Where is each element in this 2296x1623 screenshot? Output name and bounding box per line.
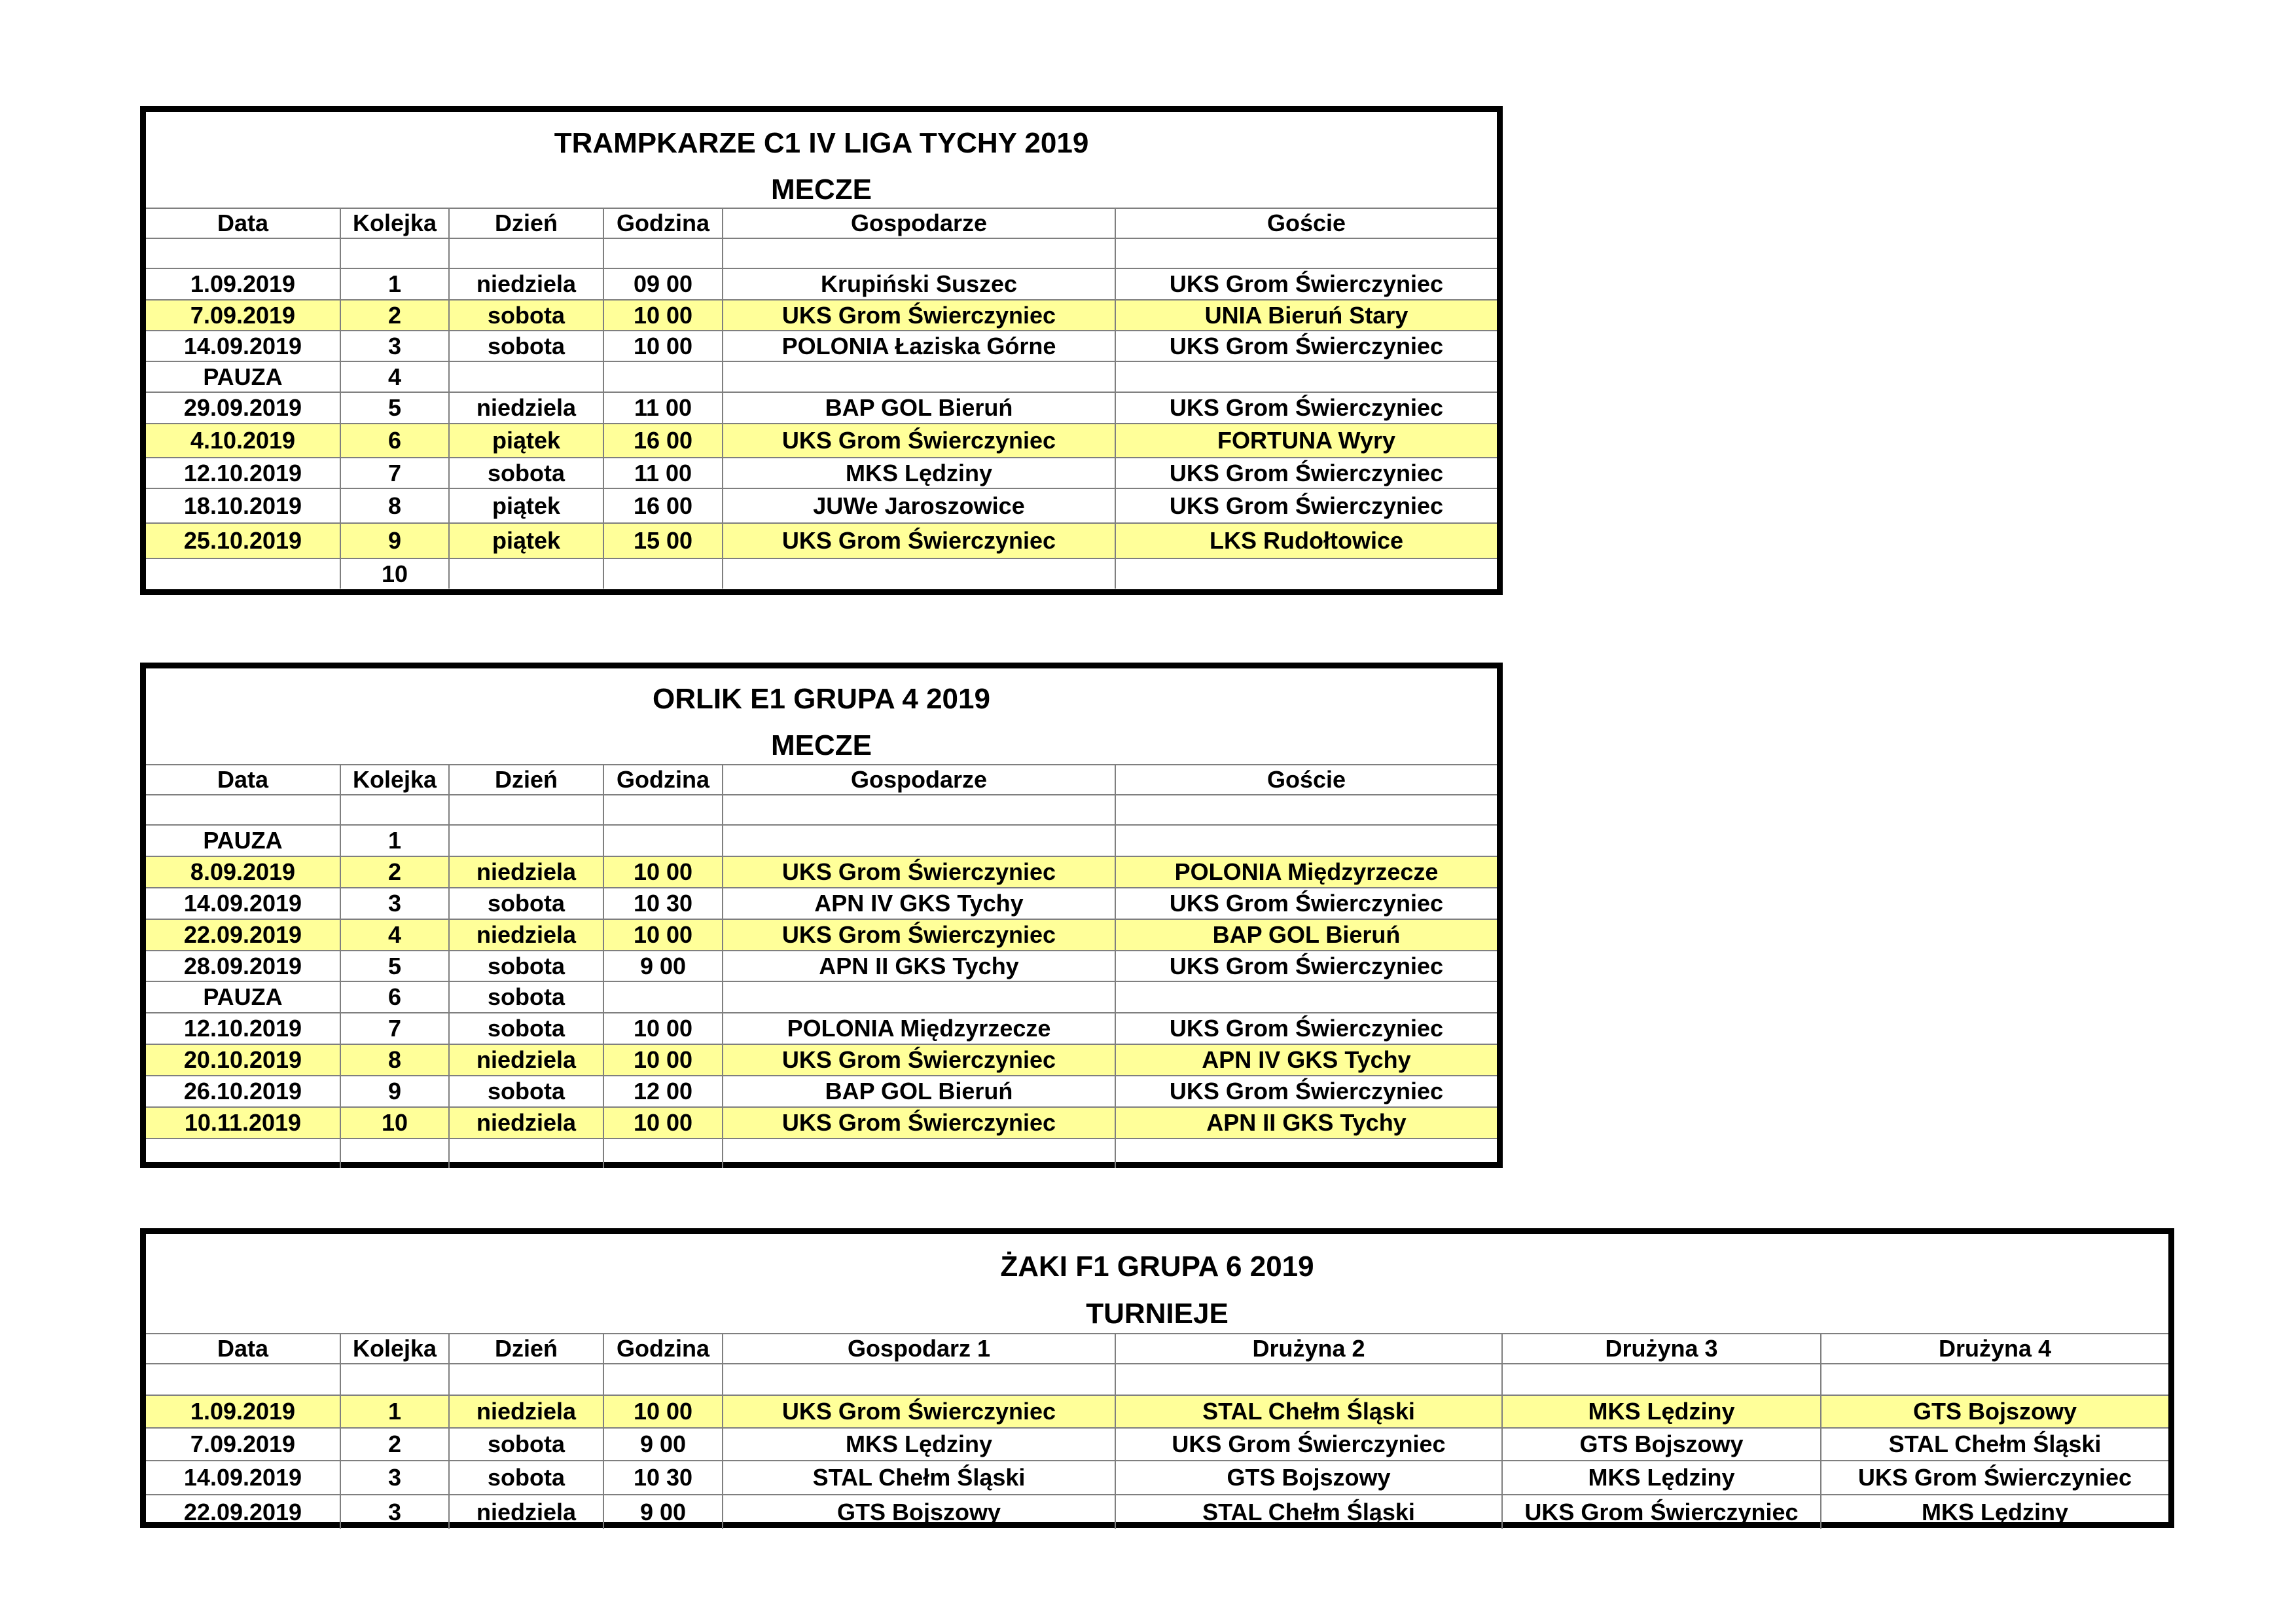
table-cell (340, 238, 449, 268)
table-cell: 1.09.2019 (146, 1395, 340, 1428)
table-cell: 9 00 (603, 1428, 723, 1461)
table-cell (723, 795, 1115, 825)
table-cell: MKS Lędziny (1502, 1461, 1821, 1495)
table-cell (146, 1364, 340, 1395)
table-cell (146, 795, 340, 825)
table-cell: niedziela (449, 268, 603, 300)
table-cell: PAUZA (146, 825, 340, 856)
table-cell (603, 1364, 723, 1395)
table-row (146, 1013, 1497, 1044)
table-cell: 10 00 (603, 1395, 723, 1428)
table-cell (603, 795, 723, 825)
table-cell: 7.09.2019 (146, 1428, 340, 1461)
table-cell: 18.10.2019 (146, 488, 340, 523)
table-row (146, 919, 1497, 951)
table-cell (723, 1139, 1115, 1168)
column-header: Dzień (449, 765, 603, 795)
table-cell: GTS Bojszowy (723, 1495, 1115, 1529)
column-header: Kolejka (340, 765, 449, 795)
table-cell: 3 (340, 888, 449, 919)
table-cell: 1 (340, 1395, 449, 1428)
table-cell: sobota (449, 981, 603, 1013)
table-cell: LKS Rudołtowice (1115, 523, 1497, 558)
table-cell: piątek (449, 523, 603, 558)
table-cell: UKS Grom Świerczyniec (1115, 488, 1497, 523)
table-cell: niedziela (449, 1495, 603, 1529)
table-row (146, 1428, 2168, 1461)
table-cell: UKS Grom Świerczyniec (723, 1107, 1115, 1139)
column-header: Data (146, 208, 340, 238)
table-cell: 22.09.2019 (146, 1495, 340, 1529)
table-cell: 15 00 (603, 523, 723, 558)
table-row (146, 1107, 1497, 1139)
schedule-table (146, 208, 1497, 589)
column-header: Dzień (449, 1334, 603, 1364)
table-cell: 5 (340, 951, 449, 981)
table-cell: BAP GOL Bieruń (723, 392, 1115, 424)
tournament-table (146, 1333, 2168, 1529)
table-cell (603, 361, 723, 392)
table-row (146, 300, 1497, 331)
table-row (146, 1076, 1497, 1107)
table-row (146, 951, 1497, 981)
table-cell: 7.09.2019 (146, 300, 340, 331)
table-cell: 6 (340, 981, 449, 1013)
table-cell (603, 825, 723, 856)
table-cell: 10.11.2019 (146, 1107, 340, 1139)
table-row (146, 1139, 1497, 1168)
table-cell: 10 00 (603, 300, 723, 331)
table-cell: JUWe Jaroszowice (723, 488, 1115, 523)
table-cell (449, 825, 603, 856)
table-row (146, 523, 1497, 558)
table-cell (1821, 1364, 2168, 1395)
table-cell: STAL Chełm Śląski (723, 1461, 1115, 1495)
table-row (146, 795, 1497, 825)
table-cell: APN II GKS Tychy (1115, 1107, 1497, 1139)
table-cell: 10 30 (603, 1461, 723, 1495)
table-cell: STAL Chełm Śląski (1821, 1428, 2168, 1461)
table-cell: UKS Grom Świerczyniec (1115, 331, 1497, 361)
table-cell: 1.09.2019 (146, 268, 340, 300)
table-cell (1115, 1364, 1502, 1395)
table-cell (603, 1139, 723, 1168)
header-row (146, 765, 1497, 795)
table-cell: GTS Bojszowy (1821, 1395, 2168, 1428)
table-cell (449, 361, 603, 392)
table-cell: sobota (449, 1013, 603, 1044)
table-cell: 10 (340, 558, 449, 589)
table-cell: 26.10.2019 (146, 1076, 340, 1107)
table-cell: GTS Bojszowy (1115, 1461, 1502, 1495)
table-cell: POLONIA Łaziska Górne (723, 331, 1115, 361)
table-cell: 10 00 (603, 1107, 723, 1139)
table-row (146, 558, 1497, 589)
table-cell: 29.09.2019 (146, 392, 340, 424)
table-subtitle: MECZE (771, 173, 872, 206)
table-cell: MKS Lędziny (1502, 1395, 1821, 1428)
table-cell (449, 795, 603, 825)
table-cell (1115, 238, 1497, 268)
table-cell: 12.10.2019 (146, 1013, 340, 1044)
table-cell: POLONIA Międzyrzecze (1115, 856, 1497, 888)
table-cell (723, 361, 1115, 392)
table-cell: MKS Lędziny (723, 1428, 1115, 1461)
table-cell: 6 (340, 424, 449, 458)
table-cell (1115, 558, 1497, 589)
table-cell: FORTUNA Wyry (1115, 424, 1497, 458)
table-cell: 7 (340, 1013, 449, 1044)
table-cell: sobota (449, 300, 603, 331)
table-cell: APN IV GKS Tychy (1115, 1044, 1497, 1076)
table-cell: niedziela (449, 1044, 603, 1076)
table-cell: 10 30 (603, 888, 723, 919)
table-cell: UKS Grom Świerczyniec (1502, 1495, 1821, 1529)
table-row (146, 458, 1497, 488)
table-title: ORLIK E1 GRUPA 4 2019 (653, 683, 990, 715)
column-header: Godzina (603, 1334, 723, 1364)
table-cell (449, 238, 603, 268)
table-cell: UKS Grom Świerczyniec (723, 1044, 1115, 1076)
table-row (146, 392, 1497, 424)
table-cell: UKS Grom Świerczyniec (723, 523, 1115, 558)
column-header: Data (146, 1334, 340, 1364)
table-cell: 10 00 (603, 1044, 723, 1076)
table-cell: sobota (449, 951, 603, 981)
table-row (146, 424, 1497, 458)
table-cell (603, 981, 723, 1013)
table-cell (723, 981, 1115, 1013)
table-cell: 9 (340, 523, 449, 558)
table-cell: APN II GKS Tychy (723, 951, 1115, 981)
table-cell: 12 00 (603, 1076, 723, 1107)
table-cell (1115, 361, 1497, 392)
table-cell (723, 1364, 1115, 1395)
table-cell: UKS Grom Świerczyniec (1115, 1076, 1497, 1107)
column-header: Goście (1115, 208, 1497, 238)
table-cell: 4 (340, 919, 449, 951)
table-cell: 20.10.2019 (146, 1044, 340, 1076)
table-cell: niedziela (449, 1395, 603, 1428)
table-cell (603, 558, 723, 589)
table-cell: 16 00 (603, 488, 723, 523)
table-cell: sobota (449, 1076, 603, 1107)
table-cell: 10 00 (603, 331, 723, 361)
table-cell: UKS Grom Świerczyniec (1115, 392, 1497, 424)
table-cell: piątek (449, 424, 603, 458)
table-cell: UKS Grom Świerczyniec (1115, 1013, 1497, 1044)
table-cell: 11 00 (603, 458, 723, 488)
table-cell: 4.10.2019 (146, 424, 340, 458)
table-row (146, 856, 1497, 888)
table-cell: UKS Grom Świerczyniec (723, 919, 1115, 951)
table-cell: 1 (340, 825, 449, 856)
table-cell: 10 00 (603, 1013, 723, 1044)
table-cell: 7 (340, 458, 449, 488)
table-cell: niedziela (449, 1107, 603, 1139)
table-cell: UKS Grom Świerczyniec (723, 424, 1115, 458)
header-row (146, 208, 1497, 238)
table-title: ŻAKI F1 GRUPA 6 2019 (1000, 1250, 1314, 1283)
table-cell: UKS Grom Świerczyniec (1115, 888, 1497, 919)
table-cell: sobota (449, 331, 603, 361)
table-cell: 12.10.2019 (146, 458, 340, 488)
table-cell: 09 00 (603, 268, 723, 300)
table-cell: 8.09.2019 (146, 856, 340, 888)
table-cell: UNIA Bieruń Stary (1115, 300, 1497, 331)
table-row (146, 1395, 2168, 1428)
table-cell: 22.09.2019 (146, 919, 340, 951)
table-cell: 14.09.2019 (146, 888, 340, 919)
table-row (146, 488, 1497, 523)
column-header: Data (146, 765, 340, 795)
table-cell: 25.10.2019 (146, 523, 340, 558)
table-cell: MKS Lędziny (723, 458, 1115, 488)
table-cell: 16 00 (603, 424, 723, 458)
table-cell: UKS Grom Świerczyniec (1115, 268, 1497, 300)
table-cell: 4 (340, 361, 449, 392)
table-cell: 3 (340, 1495, 449, 1529)
table-cell: MKS Lędziny (1821, 1495, 2168, 1529)
table-cell: PAUZA (146, 981, 340, 1013)
table-cell: sobota (449, 458, 603, 488)
header-row (146, 1334, 2168, 1364)
table-cell: 14.09.2019 (146, 1461, 340, 1495)
table-cell (340, 795, 449, 825)
table-subtitle: TURNIEJE (1086, 1298, 1229, 1330)
table-row (146, 1461, 2168, 1495)
table-cell: GTS Bojszowy (1502, 1428, 1821, 1461)
table-cell: UKS Grom Świerczyniec (723, 300, 1115, 331)
table-cell (340, 1139, 449, 1168)
table-orlik (140, 663, 1503, 1168)
table-trampkarze (140, 106, 1503, 595)
table-row (146, 1364, 2168, 1395)
table-cell (449, 1139, 603, 1168)
column-header: Goście (1115, 765, 1497, 795)
column-header: Drużyna 3 (1502, 1334, 1821, 1364)
table-cell: 8 (340, 488, 449, 523)
table-cell: piątek (449, 488, 603, 523)
table-row (146, 238, 1497, 268)
table-cell: 28.09.2019 (146, 951, 340, 981)
table-cell (146, 558, 340, 589)
table-cell: sobota (449, 1461, 603, 1495)
table-cell: 10 00 (603, 856, 723, 888)
table-cell: 10 00 (603, 919, 723, 951)
table-cell: niedziela (449, 392, 603, 424)
table-cell: UKS Grom Świerczyniec (1115, 1428, 1502, 1461)
column-header: Drużyna 4 (1821, 1334, 2168, 1364)
column-header: Godzina (603, 208, 723, 238)
table-cell: UKS Grom Świerczyniec (1821, 1461, 2168, 1495)
column-header: Gospodarze (723, 765, 1115, 795)
column-header: Dzień (449, 208, 603, 238)
table-cell: UKS Grom Świerczyniec (1115, 458, 1497, 488)
table-cell (723, 825, 1115, 856)
table-cell: 10 (340, 1107, 449, 1139)
table-cell (723, 558, 1115, 589)
table-row (146, 361, 1497, 392)
table-cell: 3 (340, 331, 449, 361)
table-row (146, 981, 1497, 1013)
table-cell: 1 (340, 268, 449, 300)
table-cell (1502, 1364, 1821, 1395)
table-row (146, 1044, 1497, 1076)
table-cell: APN IV GKS Tychy (723, 888, 1115, 919)
column-header: Gospodarz 1 (723, 1334, 1115, 1364)
table-cell: UKS Grom Świerczyniec (1115, 951, 1497, 981)
table-cell (449, 558, 603, 589)
table-cell: 2 (340, 856, 449, 888)
table-cell: 9 00 (603, 951, 723, 981)
column-header: Kolejka (340, 208, 449, 238)
table-cell: STAL Chełm Śląski (1115, 1395, 1502, 1428)
column-header: Drużyna 2 (1115, 1334, 1502, 1364)
table-cell (603, 238, 723, 268)
table-row (146, 268, 1497, 300)
table-cell: sobota (449, 888, 603, 919)
table-cell: 11 00 (603, 392, 723, 424)
column-header: Godzina (603, 765, 723, 795)
table-cell: 14.09.2019 (146, 331, 340, 361)
table-cell: BAP GOL Bieruń (1115, 919, 1497, 951)
table-cell: niedziela (449, 856, 603, 888)
table-subtitle: MECZE (771, 729, 872, 761)
table-cell: 9 (340, 1076, 449, 1107)
table-cell (1115, 795, 1497, 825)
table-cell (723, 238, 1115, 268)
table-cell: sobota (449, 1428, 603, 1461)
column-header: Gospodarze (723, 208, 1115, 238)
table-cell: STAL Chełm Śląski (1115, 1495, 1502, 1529)
table-cell: BAP GOL Bieruń (723, 1076, 1115, 1107)
table-cell: 5 (340, 392, 449, 424)
table-cell (1115, 1139, 1497, 1168)
column-header: Kolejka (340, 1334, 449, 1364)
table-zaki (140, 1228, 2174, 1528)
table-cell (1115, 825, 1497, 856)
table-row (146, 1495, 2168, 1529)
table-cell: niedziela (449, 919, 603, 951)
table-cell: 2 (340, 300, 449, 331)
table-cell: UKS Grom Świerczyniec (723, 856, 1115, 888)
table-row (146, 331, 1497, 361)
table-cell: POLONIA Międzyrzecze (723, 1013, 1115, 1044)
table-row (146, 825, 1497, 856)
table-cell: 9 00 (603, 1495, 723, 1529)
table-row (146, 888, 1497, 919)
table-cell: 3 (340, 1461, 449, 1495)
table-cell (449, 1364, 603, 1395)
table-title: TRAMPKARZE C1 IV LIGA TYCHY 2019 (554, 127, 1089, 159)
table-cell: PAUZA (146, 361, 340, 392)
table-cell: UKS Grom Świerczyniec (723, 1395, 1115, 1428)
table-cell (1115, 981, 1497, 1013)
table-cell: Krupiński Suszec (723, 268, 1115, 300)
schedule-table (146, 764, 1497, 1168)
table-cell: 8 (340, 1044, 449, 1076)
table-cell (146, 238, 340, 268)
table-cell (146, 1139, 340, 1168)
table-cell: 2 (340, 1428, 449, 1461)
table-cell (340, 1364, 449, 1395)
